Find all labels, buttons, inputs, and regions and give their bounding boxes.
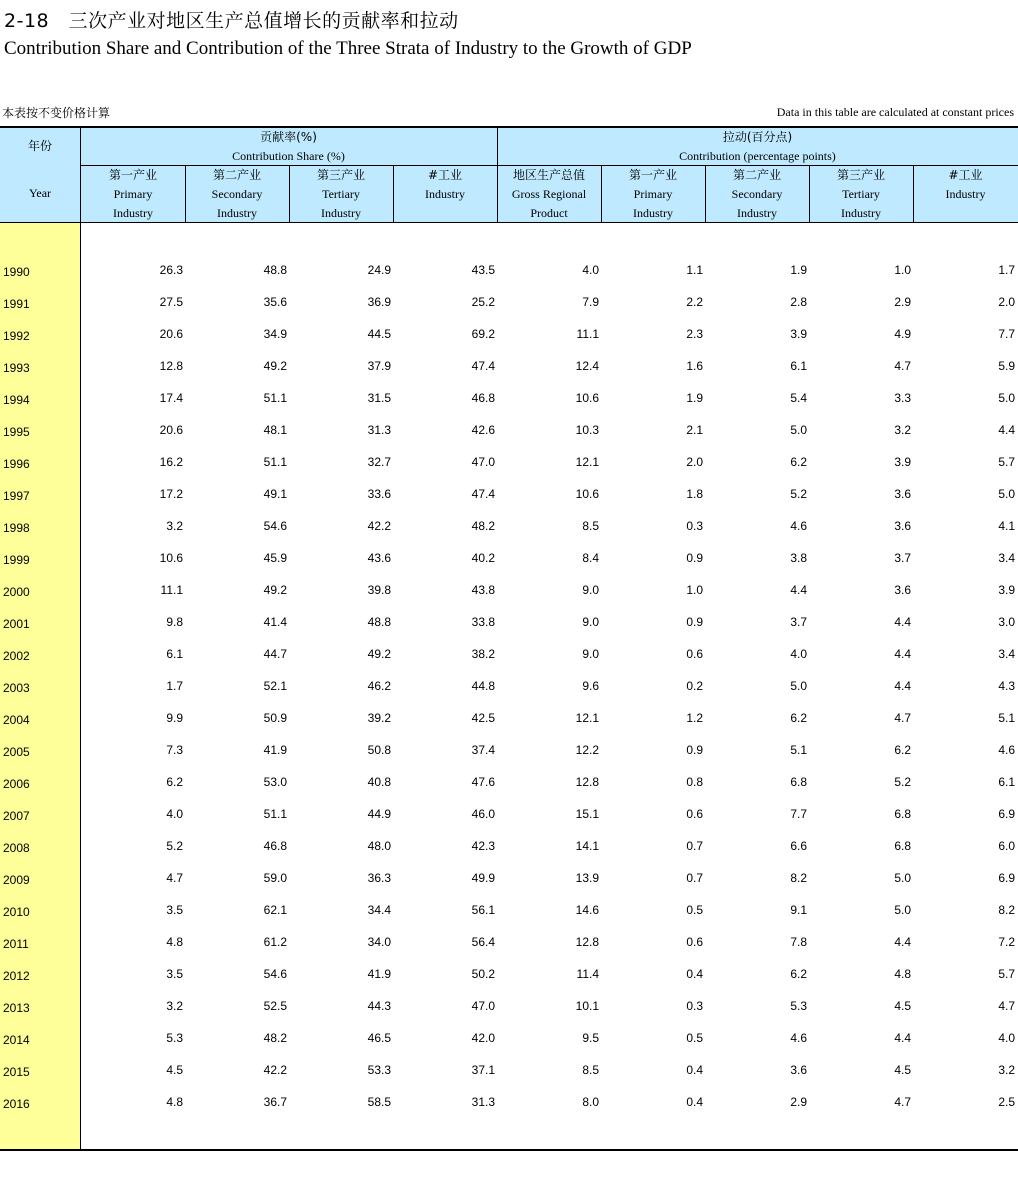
table-cell: 5.1	[998, 711, 1015, 725]
table-cell: 15.1	[575, 807, 599, 821]
table-cell: 4.4	[998, 423, 1015, 437]
table-cell: 6.8	[790, 775, 807, 789]
table-cell: 4.0	[790, 647, 807, 661]
table-cell: 5.0	[998, 487, 1015, 501]
table-cell: 48.0	[367, 839, 391, 853]
table-cell: 9.0	[582, 647, 599, 661]
table-cell: 0.4	[686, 1063, 703, 1077]
table-cell: 3.3	[894, 391, 911, 405]
table-cell: 51.1	[263, 391, 287, 405]
table-cell: 1.1	[686, 263, 703, 277]
table-cell: 20.6	[159, 423, 183, 437]
table-cell: 0.5	[686, 903, 703, 917]
table-cell: 6.1	[998, 775, 1015, 789]
table-cell: 6.6	[790, 839, 807, 853]
table-cell: 0.8	[686, 775, 703, 789]
table-cell: 4.7	[894, 359, 911, 373]
table-cell: 44.9	[367, 807, 391, 821]
column-header: 第三产业 Tertiary Industry	[316, 168, 365, 220]
table-cell: 3.2	[166, 519, 183, 533]
table-cell: 24.9	[367, 263, 391, 277]
table-cell: 47.4	[471, 359, 495, 373]
table-cell: 9.1	[790, 903, 807, 917]
table-cell: 10.1	[575, 999, 599, 1013]
table-cell: 31.5	[367, 391, 391, 405]
table-cell: 11.4	[576, 967, 599, 981]
table-cell: 4.8	[166, 1095, 183, 1109]
table-cell: 48.2	[471, 519, 495, 533]
table-cell: 1.9	[686, 391, 703, 405]
table-cell: 12.1	[575, 711, 599, 725]
table-cell: 1.8	[686, 487, 703, 501]
row-year: 2008	[3, 841, 30, 855]
table-cell: 41.4	[263, 615, 287, 629]
table-cell: 7.9	[582, 295, 599, 309]
table-cell: 46.5	[367, 1031, 391, 1045]
table-cell: 32.7	[367, 455, 391, 469]
table-cell: 1.0	[686, 583, 703, 597]
table-cell: 7.2	[998, 935, 1015, 949]
table-cell: 61.2	[263, 935, 287, 949]
table-cell: 4.6	[790, 1031, 807, 1045]
table-cell: 0.5	[686, 1031, 703, 1045]
table-cell: 42.3	[471, 839, 495, 853]
row-year: 2011	[3, 937, 29, 951]
table-cell: 6.2	[790, 967, 807, 981]
table-cell: 4.0	[582, 263, 599, 277]
row-year: 2014	[3, 1033, 30, 1047]
table-cell: 3.6	[894, 487, 911, 501]
table-cell: 8.2	[998, 903, 1015, 917]
table-cell: 6.9	[998, 807, 1015, 821]
table-cell: 4.4	[894, 615, 911, 629]
row-year: 2013	[3, 1001, 30, 1015]
column-header: #工业 Industry	[425, 168, 465, 201]
table-cell: 46.8	[263, 839, 287, 853]
table-cell: 3.4	[998, 551, 1015, 565]
table-cell: 3.4	[998, 647, 1015, 661]
header-contribution-share: 贡献率(%) Contribution Share (%)	[232, 130, 345, 163]
table-cell: 43.6	[367, 551, 391, 565]
table-cell: 17.4	[159, 391, 183, 405]
row-year: 1992	[3, 329, 30, 343]
table-cell: 4.6	[998, 743, 1015, 757]
header-year-en: Year	[28, 186, 52, 200]
table-cell: 10.6	[159, 551, 183, 565]
table-cell: 59.0	[263, 871, 287, 885]
table-cell: 4.4	[790, 583, 807, 597]
table-title-cn: 2-18 三次产业对地区生产总值增长的贡献率和拉动	[4, 10, 459, 32]
table-cell: 0.6	[686, 647, 703, 661]
table-cell: 7.3	[166, 743, 183, 757]
table-cell: 5.3	[790, 999, 807, 1013]
table-cell: 1.0	[894, 263, 911, 277]
row-year: 2015	[3, 1065, 30, 1079]
table-cell: 4.6	[790, 519, 807, 533]
table-cell: 37.4	[471, 743, 495, 757]
table-bottom-rule	[0, 1149, 1018, 1151]
table-cell: 48.8	[367, 615, 391, 629]
table-cell: 10.6	[575, 391, 599, 405]
table-cell: 12.8	[159, 359, 183, 373]
table-cell: 6.2	[790, 711, 807, 725]
table-cell: 3.5	[166, 903, 183, 917]
table-cell: 5.0	[894, 903, 911, 917]
table-cell: 4.0	[166, 807, 183, 821]
table-cell: 3.5	[166, 967, 183, 981]
table-cell: 1.7	[998, 263, 1015, 277]
row-year: 2001	[3, 617, 30, 631]
table-cell: 6.9	[998, 871, 1015, 885]
row-year: 1997	[3, 489, 30, 503]
table-cell: 4.4	[894, 647, 911, 661]
table-cell: 2.1	[686, 423, 703, 437]
table-cell: 46.2	[367, 679, 391, 693]
table-cell: 46.0	[471, 807, 495, 821]
table-cell: 2.3	[686, 327, 703, 341]
table-cell: 12.1	[575, 455, 599, 469]
table-cell: 69.2	[471, 327, 495, 341]
column-header: 第一产业 Primary Industry	[628, 168, 677, 220]
table-cell: 3.9	[790, 327, 807, 341]
table-cell: 3.6	[790, 1063, 807, 1077]
table-cell: 1.7	[166, 679, 183, 693]
header-contribution-points: 拉动(百分点) Contribution (percentage points)	[679, 130, 836, 163]
table-cell: 0.6	[686, 935, 703, 949]
table-cell: 4.5	[894, 1063, 911, 1077]
table-cell: 16.2	[159, 455, 183, 469]
table-cell: 3.0	[998, 615, 1015, 629]
table-cell: 62.1	[263, 903, 287, 917]
table-cell: 4.8	[166, 935, 183, 949]
table-cell: 1.6	[686, 359, 703, 373]
table-cell: 5.0	[894, 871, 911, 885]
table-cell: 6.2	[790, 455, 807, 469]
table-cell: 2.8	[790, 295, 807, 309]
table-cell: 49.2	[263, 359, 287, 373]
table-cell: 44.5	[367, 327, 391, 341]
table-cell: 51.1	[263, 455, 287, 469]
table-cell: 5.0	[998, 391, 1015, 405]
table-cell: 35.6	[263, 295, 287, 309]
table-cell: 10.3	[575, 423, 599, 437]
table-cell: 0.3	[686, 999, 703, 1013]
table-cell: 4.1	[998, 519, 1015, 533]
table-cell: 6.2	[894, 743, 911, 757]
table-cell: 5.9	[998, 359, 1015, 373]
table-cell: 1.9	[790, 263, 807, 277]
table-cell: 34.0	[367, 935, 391, 949]
table-cell: 11.1	[576, 327, 599, 341]
table-cell: 5.7	[998, 455, 1015, 469]
year-column-divider	[80, 127, 81, 1149]
table-cell: 4.7	[894, 1095, 911, 1109]
row-year: 1995	[3, 425, 30, 439]
table-cell: 3.9	[894, 455, 911, 469]
table-cell: 12.4	[575, 359, 599, 373]
column-header: 第二产业 Secondary Industry	[731, 168, 783, 220]
table-cell: 50.8	[367, 743, 391, 757]
table-cell: 0.4	[686, 967, 703, 981]
table-cell: 45.9	[263, 551, 287, 565]
row-year: 2004	[3, 713, 30, 727]
table-cell: 4.7	[998, 999, 1015, 1013]
table-cell: 48.2	[263, 1031, 287, 1045]
table-cell: 36.7	[263, 1095, 287, 1109]
table-cell: 3.7	[790, 615, 807, 629]
column-header: 地区生产总值 Gross Regional Product	[511, 168, 587, 220]
table-cell: 56.1	[471, 903, 495, 917]
table-title-en: Contribution Share and Contribution of the Three Strata of Industry to the Growth of GDP	[4, 38, 692, 59]
table-cell: 44.7	[263, 647, 287, 661]
table-cell: 36.3	[367, 871, 391, 885]
table-cell: 4.7	[166, 871, 183, 885]
table-cell: 7.8	[790, 935, 807, 949]
table-cell: 3.2	[894, 423, 911, 437]
table-cell: 38.2	[471, 647, 495, 661]
table-cell: 36.9	[367, 295, 391, 309]
table-cell: 0.4	[686, 1095, 703, 1109]
table-cell: 10.6	[575, 487, 599, 501]
table-cell: 4.8	[894, 967, 911, 981]
table-cell: 50.2	[471, 967, 495, 981]
table-cell: 9.5	[582, 1031, 599, 1045]
table-cell: 42.6	[471, 423, 495, 437]
table-cell: 49.2	[263, 583, 287, 597]
row-year: 1993	[3, 361, 30, 375]
table-cell: 43.8	[471, 583, 495, 597]
table-cell: 31.3	[471, 1095, 495, 1109]
table-cell: 56.4	[471, 935, 495, 949]
table-cell: 8.4	[582, 551, 599, 565]
table-cell: 49.1	[263, 487, 287, 501]
row-year: 1991	[3, 297, 30, 311]
table-cell: 8.2	[790, 871, 807, 885]
table-cell: 3.9	[998, 583, 1015, 597]
table-cell: 3.6	[894, 583, 911, 597]
row-year: 1990	[3, 265, 30, 279]
table-cell: 49.9	[471, 871, 495, 885]
table-cell: 52.1	[263, 679, 287, 693]
table-cell: 0.2	[686, 679, 703, 693]
table-cell: 42.5	[471, 711, 495, 725]
table-cell: 27.5	[159, 295, 183, 309]
table-cell: 3.6	[894, 519, 911, 533]
table-cell: 50.9	[263, 711, 287, 725]
table-cell: 6.1	[166, 647, 183, 661]
table-cell: 3.2	[998, 1063, 1015, 1077]
table-cell: 5.0	[790, 679, 807, 693]
table-cell: 37.1	[471, 1063, 495, 1077]
table-cell: 2.0	[686, 455, 703, 469]
table-cell: 9.6	[582, 679, 599, 693]
table-cell: 47.4	[471, 487, 495, 501]
table-cell: 4.7	[894, 711, 911, 725]
table-cell: 34.4	[367, 903, 391, 917]
column-header: 第一产业 Primary Industry	[108, 168, 157, 220]
table-cell: 31.3	[367, 423, 391, 437]
table-cell: 40.8	[367, 775, 391, 789]
table-cell: 9.8	[166, 615, 183, 629]
table-note-en: Data in this table are calculated at constant prices	[776, 105, 1014, 119]
table-cell: 0.7	[686, 839, 703, 853]
table-cell: 40.2	[471, 551, 495, 565]
row-year: 2007	[3, 809, 30, 823]
table-cell: 44.3	[367, 999, 391, 1013]
table-cell: 7.7	[790, 807, 807, 821]
table-cell: 54.6	[263, 967, 287, 981]
table-cell: 5.1	[790, 743, 807, 757]
table-cell: 7.7	[998, 327, 1015, 341]
table-cell: 0.9	[686, 615, 703, 629]
table-cell: 2.9	[790, 1095, 807, 1109]
table-cell: 14.6	[575, 903, 599, 917]
table-cell: 34.9	[263, 327, 287, 341]
table-cell: 6.2	[166, 775, 183, 789]
table-cell: 6.0	[998, 839, 1015, 853]
table-cell: 5.7	[998, 967, 1015, 981]
table-cell: 0.9	[686, 743, 703, 757]
table-cell: 0.9	[686, 551, 703, 565]
table-cell: 58.5	[367, 1095, 391, 1109]
row-year: 1996	[3, 457, 30, 471]
table-cell: 4.5	[166, 1063, 183, 1077]
table-cell: 3.8	[790, 551, 807, 565]
table-cell: 4.3	[998, 679, 1015, 693]
table-cell: 52.5	[263, 999, 287, 1013]
table-cell: 48.8	[263, 263, 287, 277]
row-year: 2006	[3, 777, 30, 791]
table-cell: 42.0	[471, 1031, 495, 1045]
table-cell: 39.2	[367, 711, 391, 725]
table-cell: 2.2	[686, 295, 703, 309]
table-cell: 0.3	[686, 519, 703, 533]
row-year: 2005	[3, 745, 30, 759]
table-cell: 20.6	[159, 327, 183, 341]
table-cell: 11.1	[160, 583, 183, 597]
table-cell: 4.9	[894, 327, 911, 341]
table-cell: 12.8	[575, 935, 599, 949]
table-cell: 41.9	[263, 743, 287, 757]
table-cell: 26.3	[159, 263, 183, 277]
table-cell: 53.0	[263, 775, 287, 789]
table-cell: 9.0	[582, 583, 599, 597]
table-cell: 12.2	[575, 743, 599, 757]
row-year: 2003	[3, 681, 30, 695]
table-cell: 48.1	[263, 423, 287, 437]
table-cell: 42.2	[263, 1063, 287, 1077]
table-cell: 6.8	[894, 807, 911, 821]
table-cell: 9.9	[166, 711, 183, 725]
row-year: 2009	[3, 873, 30, 887]
table-cell: 17.2	[159, 487, 183, 501]
column-header: #工业 Industry	[945, 168, 986, 201]
table-cell: 46.8	[471, 391, 495, 405]
row-year: 2000	[3, 585, 30, 599]
table-cell: 13.9	[575, 871, 599, 885]
table-cell: 2.0	[998, 295, 1015, 309]
table-cell: 9.0	[582, 615, 599, 629]
column-header: 第二产业 Secondary Industry	[211, 168, 263, 220]
table-cell: 8.5	[582, 1063, 599, 1077]
table-cell: 25.2	[471, 295, 495, 309]
table-cell: 5.0	[790, 423, 807, 437]
table-cell: 44.8	[471, 679, 495, 693]
row-year: 2010	[3, 905, 30, 919]
table-cell: 4.0	[998, 1031, 1015, 1045]
table-cell: 3.7	[894, 551, 911, 565]
table-cell: 33.6	[367, 487, 391, 501]
table-cell: 37.9	[367, 359, 391, 373]
row-year: 2002	[3, 649, 30, 663]
row-year: 1994	[3, 393, 30, 407]
row-year: 1999	[3, 553, 30, 567]
table-cell: 5.4	[790, 391, 807, 405]
table-cell: 3.2	[166, 999, 183, 1013]
table-cell: 53.3	[367, 1063, 391, 1077]
row-year: 1998	[3, 521, 30, 535]
table-cell: 47.0	[471, 455, 495, 469]
table-cell: 4.5	[894, 999, 911, 1013]
table-cell: 42.2	[367, 519, 391, 533]
table-cell: 2.9	[894, 295, 911, 309]
table-cell: 8.5	[582, 519, 599, 533]
table-note-cn: 本表按不变价格计算	[2, 106, 111, 120]
table-cell: 1.2	[686, 711, 703, 725]
header-year-cn: 年份	[27, 139, 52, 153]
table-cell: 4.4	[894, 679, 911, 693]
table-cell: 6.1	[790, 359, 807, 373]
table-cell: 4.4	[894, 935, 911, 949]
table-cell: 49.2	[367, 647, 391, 661]
table-cell: 4.4	[894, 1031, 911, 1045]
table-cell: 51.1	[263, 807, 287, 821]
table-cell: 14.1	[575, 839, 599, 853]
table-cell: 0.7	[686, 871, 703, 885]
table-cell: 2.5	[998, 1095, 1015, 1109]
table-cell: 5.2	[790, 487, 807, 501]
table-cell: 47.6	[471, 775, 495, 789]
table-cell: 0.6	[686, 807, 703, 821]
table-cell: 47.0	[471, 999, 495, 1013]
table-cell: 5.3	[166, 1031, 183, 1045]
row-year: 2016	[3, 1097, 30, 1111]
table-cell: 39.8	[367, 583, 391, 597]
table-cell: 33.8	[471, 615, 495, 629]
table-cell: 6.8	[894, 839, 911, 853]
table-cell: 5.2	[894, 775, 911, 789]
row-year: 2012	[3, 969, 30, 983]
table-cell: 12.8	[575, 775, 599, 789]
column-header: 第三产业 Tertiary Industry	[836, 168, 885, 220]
table-cell: 54.6	[263, 519, 287, 533]
table-cell: 41.9	[367, 967, 391, 981]
table-cell: 8.0	[582, 1095, 599, 1109]
table-cell: 43.5	[471, 263, 495, 277]
table-cell: 5.2	[166, 839, 183, 853]
